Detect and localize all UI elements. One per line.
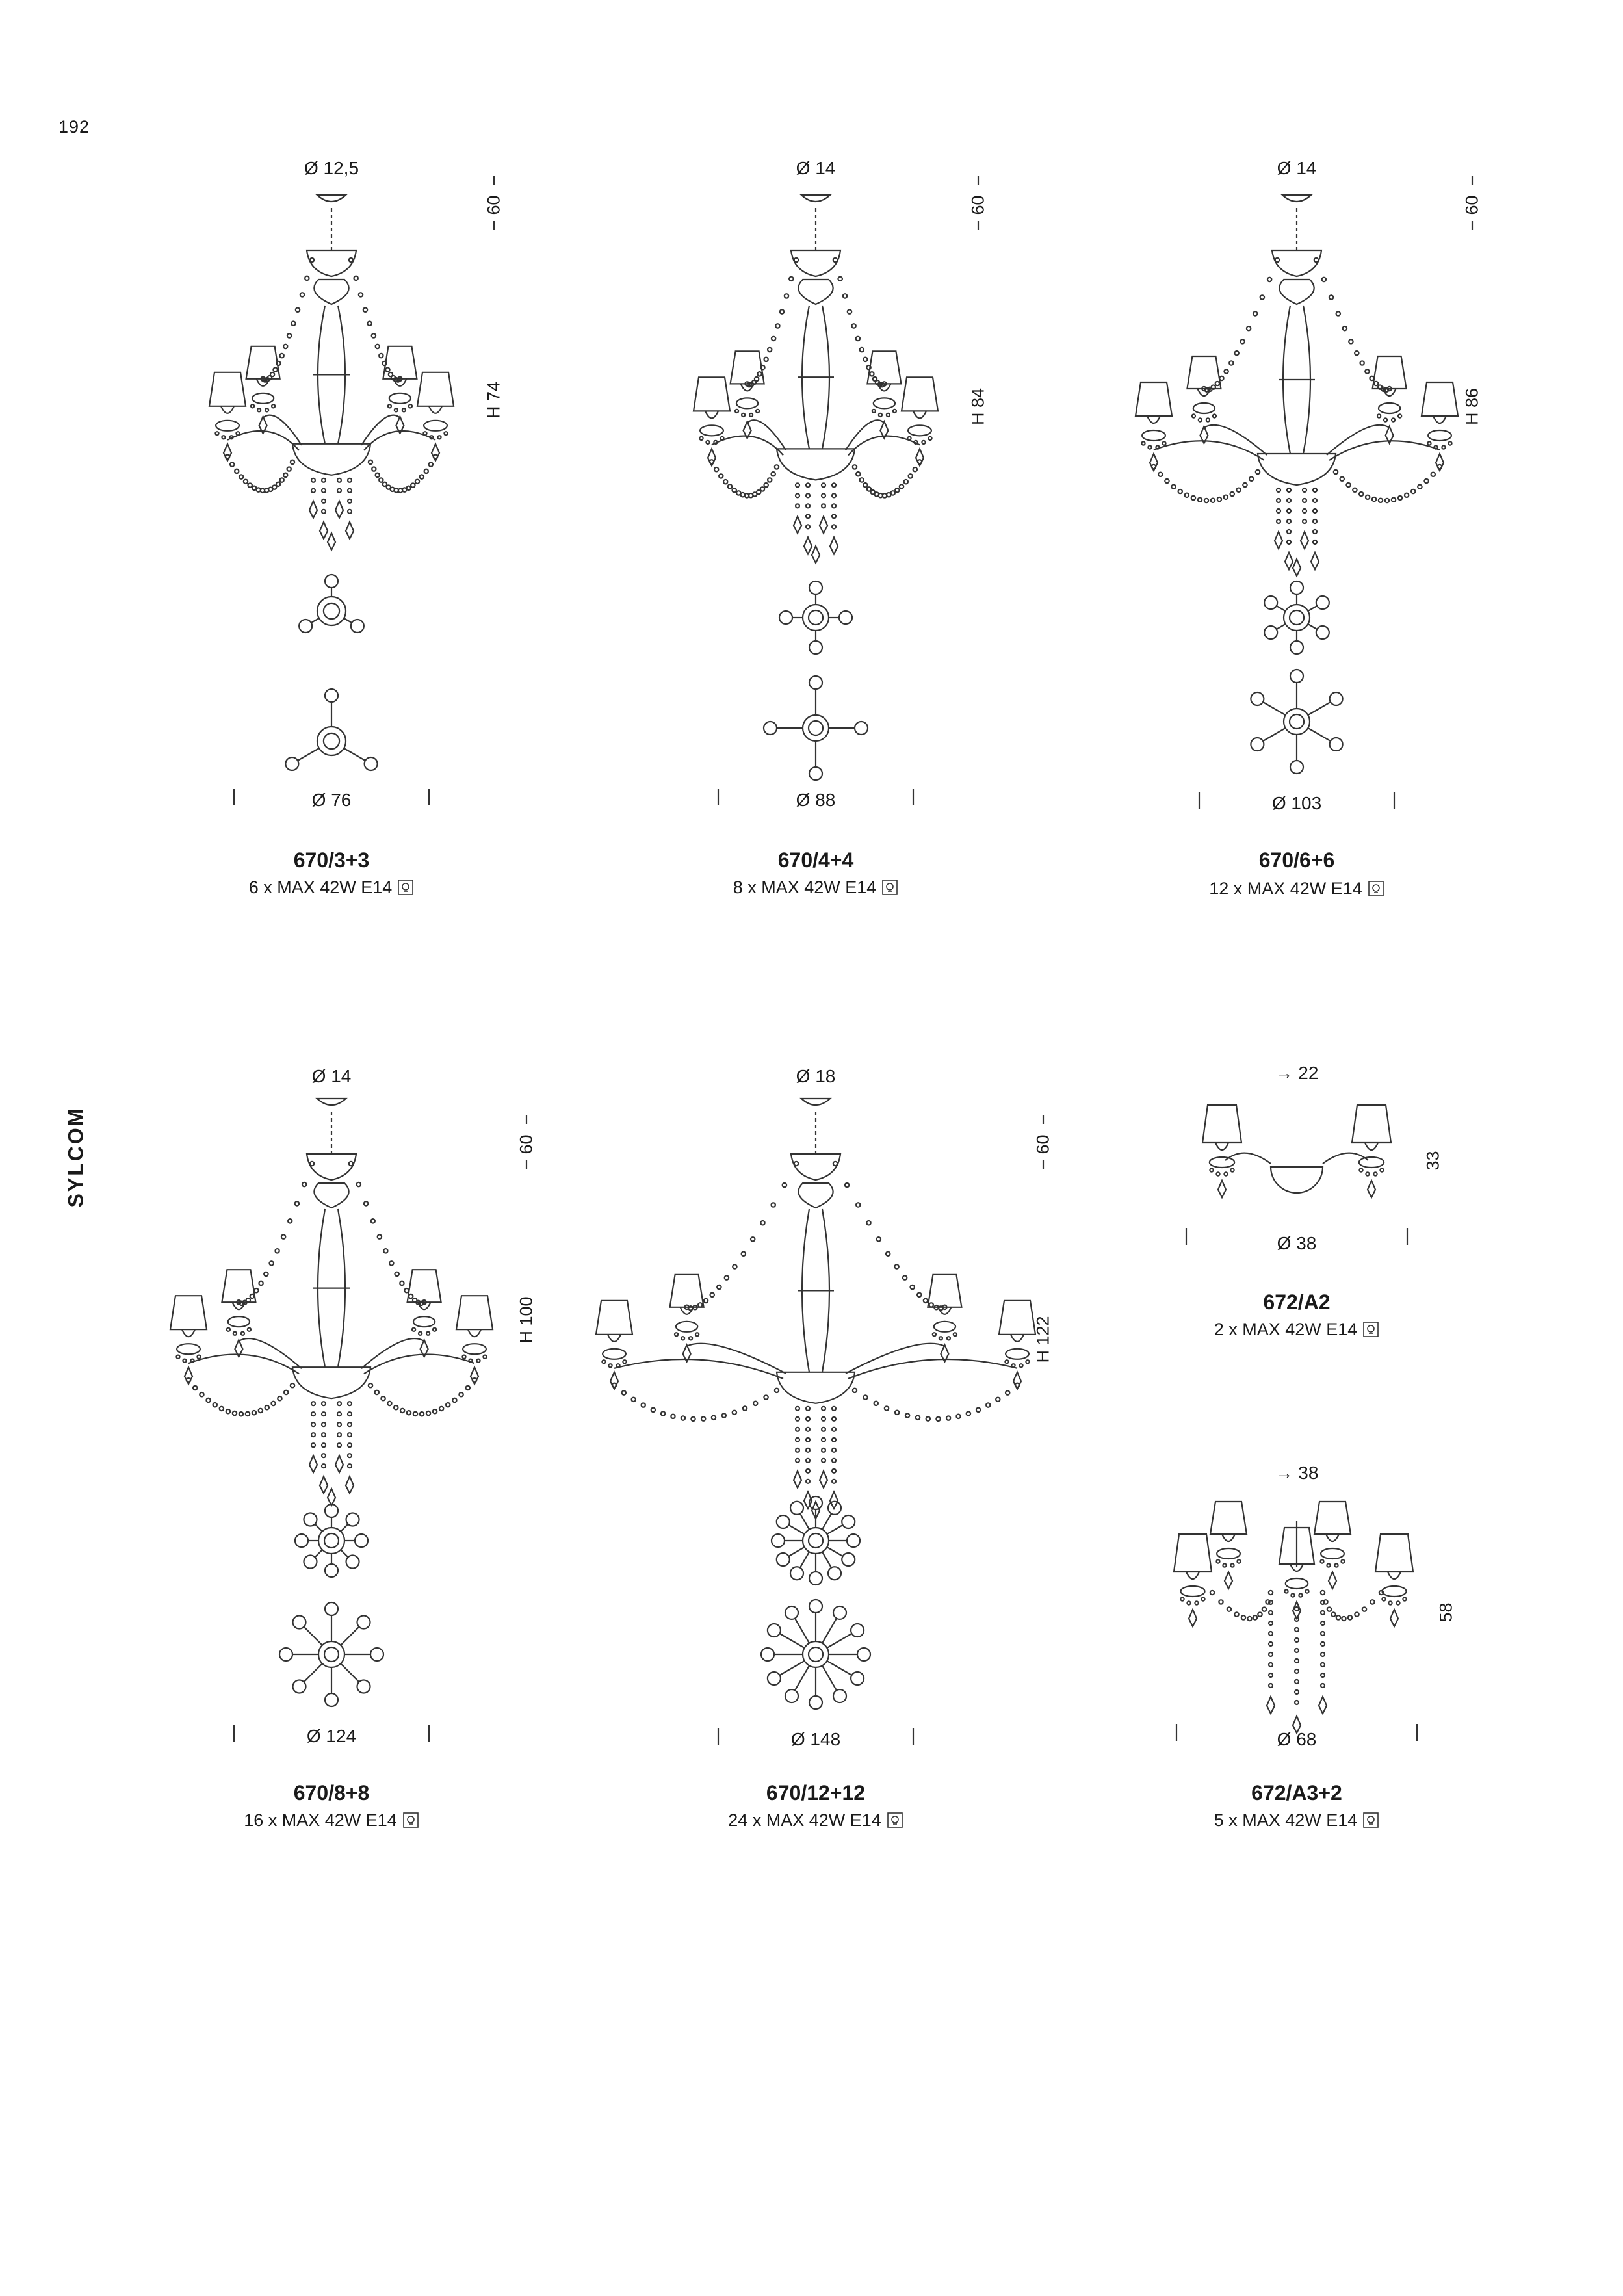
dimension-tick [977, 176, 980, 185]
dimension-tick [233, 789, 235, 805]
dimension-tick [1471, 221, 1474, 230]
lamp-spec-text: 8 x MAX 42W E14 [733, 878, 877, 897]
total-height: H 86 [1462, 387, 1482, 426]
chandelier-drawing [195, 189, 468, 553]
wall-sconce-drawing [1173, 1495, 1420, 1742]
lamp-spec [653, 878, 978, 898]
lamp-spec-text: 5 x MAX 42W E14 [1214, 1810, 1358, 1830]
overall-width: Ø 38 [1277, 1233, 1317, 1253]
lamp-spec-text: 24 x MAX 42W E14 [728, 1810, 881, 1830]
dimension-tick [912, 1728, 915, 1745]
total-height: H 84 [968, 387, 988, 426]
lamp-spec [1134, 1320, 1459, 1340]
arm-plan-upper-icon [289, 568, 374, 654]
lamp-spec-text: 2 x MAX 42W E14 [1214, 1320, 1358, 1339]
overall-diameter: Ø 148 [790, 1729, 841, 1749]
product-code: 670/4+4 [777, 848, 854, 872]
dimension-tick [233, 1725, 235, 1742]
dimension-tick [977, 221, 980, 230]
product-code: 670/8+8 [293, 1781, 370, 1805]
lamp-spec-text: 16 x MAX 42W E14 [244, 1810, 397, 1830]
lamp-spec [169, 878, 494, 898]
dimension-tick [717, 789, 720, 805]
drop-height: 60 [1462, 195, 1482, 215]
arm-plan-lower-icon [273, 683, 390, 800]
canopy-diameter: Ø 12,5 [304, 158, 359, 178]
total-height: H 74 [484, 381, 504, 419]
projection-depth: → 22 [1275, 1063, 1319, 1083]
lamp-bulb-icon [1362, 1812, 1379, 1829]
overall-diameter: Ø 103 [1271, 793, 1322, 813]
dimension-tick [1471, 176, 1474, 185]
dimension-tick [912, 789, 915, 805]
drop-height: 60 [484, 195, 504, 215]
lamp-spec [169, 1810, 494, 1831]
page-number: 192 [58, 117, 90, 137]
canopy-diameter: Ø 14 [1277, 158, 1317, 178]
lamp-bulb-icon [397, 879, 414, 896]
dimension-tick [1406, 1228, 1409, 1245]
drop-height: 60 [516, 1134, 536, 1155]
dimension-tick [1042, 1160, 1045, 1169]
wall-height: 58 [1436, 1602, 1456, 1623]
overall-diameter: Ø 88 [796, 790, 836, 810]
projection-depth: → 38 [1275, 1463, 1319, 1483]
brand-label [47, 1105, 105, 1209]
chandelier-drawing [156, 1092, 507, 1508]
canopy-diameter: Ø 14 [796, 158, 836, 178]
dimension-tick [1042, 1115, 1045, 1124]
dimension-tick [1393, 792, 1396, 809]
lamp-spec [1134, 1810, 1459, 1831]
arm-plan-upper-icon [773, 575, 859, 660]
brand-text: SYLCOM [64, 1106, 88, 1208]
canopy-diameter: Ø 18 [796, 1066, 836, 1086]
lamp-bulb-icon [402, 1812, 419, 1829]
lamp-spec [1134, 879, 1459, 899]
lamp-bulb-icon [881, 879, 898, 896]
wall-height: 33 [1423, 1151, 1443, 1171]
product-code: 670/6+6 [1258, 848, 1335, 872]
dimension-tick [1416, 1724, 1418, 1741]
arm-plan-lower-icon [755, 1593, 877, 1715]
drop-height: 60 [1033, 1134, 1053, 1155]
dimension-tick [428, 1725, 430, 1742]
total-height: H 122 [1033, 1316, 1053, 1363]
wall-sconce-drawing [1193, 1099, 1401, 1229]
lamp-spec-text: 6 x MAX 42W E14 [248, 878, 393, 897]
dimension-tick [1198, 792, 1201, 809]
overall-width: Ø 68 [1277, 1729, 1317, 1749]
arm-plan-upper-icon [289, 1498, 374, 1584]
product-code: 672/A2 [1263, 1290, 1331, 1314]
total-height: H 100 [516, 1296, 536, 1344]
arm-plan-lower-icon [757, 670, 874, 787]
arm-plan-upper-icon [765, 1490, 866, 1591]
dimension-tick [1175, 1724, 1178, 1741]
dimension-tick [493, 221, 495, 230]
lamp-bulb-icon [1362, 1321, 1379, 1338]
dimension-tick [525, 1115, 528, 1124]
dimension-tick [493, 176, 495, 185]
lamp-bulb-icon [887, 1812, 903, 1829]
drop-height: 60 [968, 195, 988, 215]
chandelier-drawing [582, 1092, 1050, 1521]
dimension-tick [717, 1728, 720, 1745]
chandelier-drawing [1121, 189, 1472, 579]
arm-plan-upper-icon [1254, 575, 1340, 660]
dimension-tick [1185, 1228, 1188, 1245]
dimension-tick [525, 1160, 528, 1169]
overall-diameter: Ø 76 [311, 790, 352, 810]
dimension-tick [428, 789, 430, 805]
lamp-spec [653, 1810, 978, 1831]
product-code: 670/12+12 [766, 1781, 866, 1805]
canopy-diameter: Ø 14 [311, 1066, 352, 1086]
arm-plan-lower-icon [1238, 663, 1355, 780]
product-code: 670/3+3 [293, 848, 370, 872]
lamp-spec-text: 12 x MAX 42W E14 [1209, 879, 1362, 898]
chandelier-drawing [679, 189, 952, 566]
product-code: 672/A3+2 [1251, 1781, 1342, 1805]
arm-plan-lower-icon [273, 1596, 390, 1713]
lamp-bulb-icon [1368, 880, 1384, 897]
overall-diameter: Ø 124 [306, 1726, 357, 1746]
